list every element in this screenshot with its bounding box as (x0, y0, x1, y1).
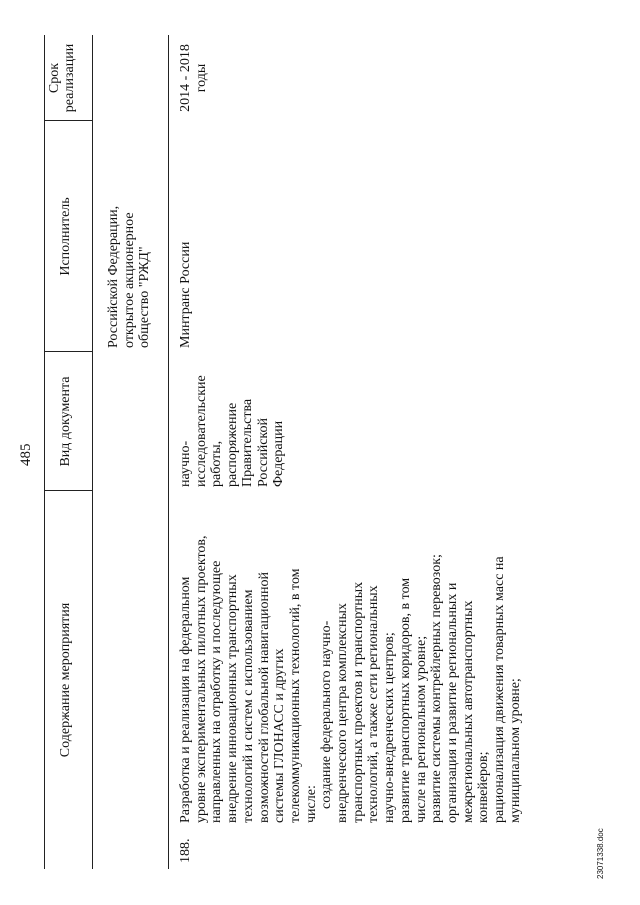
executor-line: открытое акционерное (121, 212, 137, 348)
content-line: уровне экспериментальных пилотных проектов, (193, 535, 209, 823)
content-line: направленных на отработку и последующее (209, 560, 225, 823)
row-doc-type (178, 375, 287, 487)
header-term-line: Срок (47, 62, 62, 94)
executor-line: общество "РЖД" (137, 246, 152, 348)
term-line: 2014 - 2018 (178, 44, 193, 112)
content-line: числе: (303, 785, 319, 823)
row-number: 188. (178, 838, 193, 863)
header-doc-type: Вид документа (58, 376, 73, 467)
content-line: конвейеров; (476, 751, 492, 823)
header-executor: Исполнитель (58, 197, 73, 276)
content-line: внедрение инновационных транспортных (225, 574, 241, 823)
section-rule (168, 35, 169, 869)
doc-type-line: распоряжение (224, 402, 240, 487)
table-top-rule (44, 35, 45, 869)
page-number: 485 (18, 443, 34, 466)
row-term (178, 35, 209, 121)
content-line: развитие системы контрейлерных перевозок; (429, 554, 445, 823)
header-content: Содержание мероприятия (58, 602, 73, 758)
doc-type-line: Правительства (240, 398, 255, 487)
row-executor: Минтранс России (178, 241, 193, 348)
content-line: числе на региональном уровне; (413, 635, 429, 823)
doc-type-line: исследовательские (193, 375, 209, 487)
content-line: транспортных проектов и транспортных (350, 581, 366, 823)
executor-line: Российской Федерации, (106, 205, 121, 348)
content-line: создание федерального научно- (319, 620, 335, 823)
header-term (47, 35, 77, 121)
header-term-line: реализации (62, 43, 77, 113)
doc-type-line: Федерации (271, 420, 286, 487)
content-line: внедренческого центра комплексных (335, 603, 351, 823)
content-line: технологий, а также сети региональных (366, 585, 382, 823)
content-line: муниципальном уровне; (507, 678, 523, 823)
doc-type-line: научно- (178, 440, 193, 487)
content-line: технологий и систем с использованием (240, 589, 256, 823)
content-line: телекоммуникационных технологий, в том (287, 568, 303, 823)
content-line: рационализация движения товарных масс на (492, 556, 508, 823)
row-content (178, 536, 523, 824)
doc-type-line: работы, (209, 440, 224, 487)
header-bottom-rule (92, 35, 93, 869)
content-line: возможностей глобальной навигационной (256, 572, 272, 823)
content-line: научно-внедренческих центров; (382, 632, 398, 823)
term-line: годы (193, 63, 209, 93)
content-line: межрегиональных автотранспортных (460, 600, 476, 823)
content-line: организация и развитие региональных и (444, 582, 460, 823)
content-line: системы ГЛОНАСС и других (272, 648, 288, 823)
content-line: Разработка и реализация на федеральном (178, 576, 193, 823)
file-name: 23071338.doc (596, 828, 605, 879)
doc-type-line: Российской (255, 418, 271, 487)
continuation-executor (106, 206, 153, 348)
content-line: развитие транспортных коридоров, в том (397, 577, 413, 823)
